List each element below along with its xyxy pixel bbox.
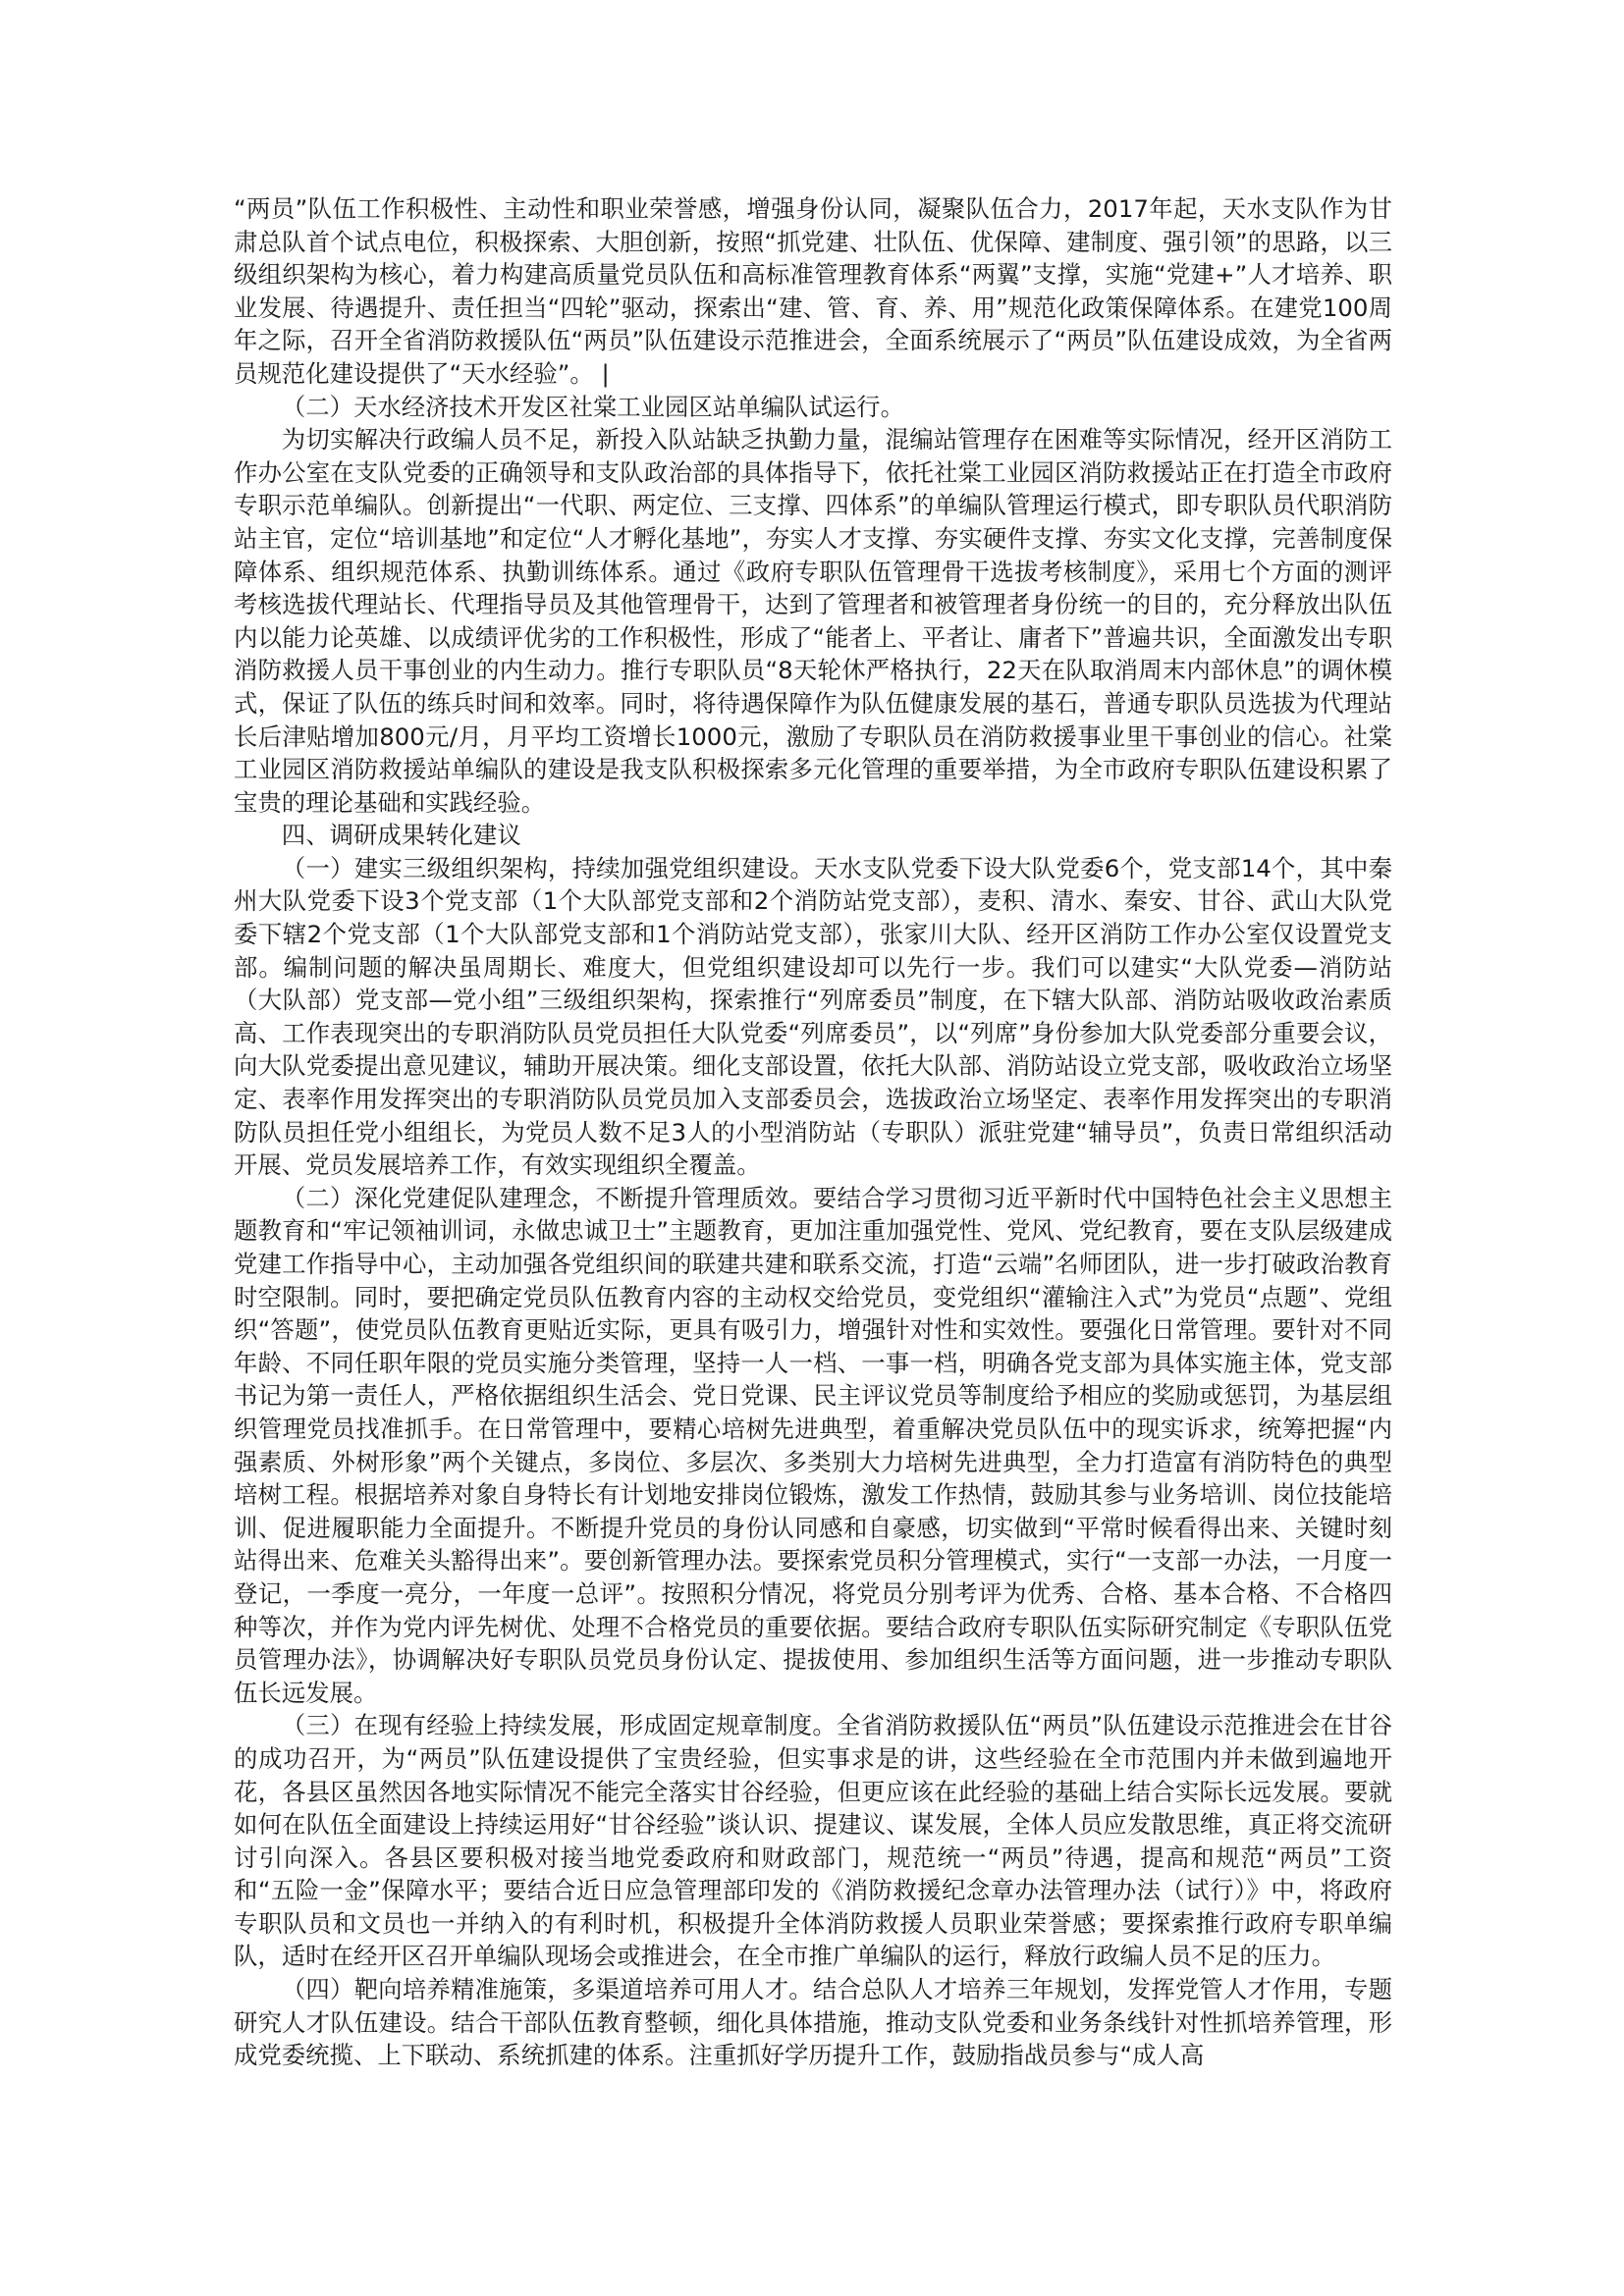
document-page [234,192,1392,2072]
subheading-pilot: （二）天水经济技术开发区社棠工业园区站单编队试运行。 [281,392,904,421]
paragraph-suggestion-3: （三）在现有经验上持续发展，形成固定规章制度。全省消防救援队伍“两员”队伍建设示范推进会在甘谷的成功召开，为“两员”队伍建设提供了宝贵经验，但实事求是的讲，这些经验在全市范围内并未做到遍地开花，各县区虽然因各地实际情况不能完全落实甘谷经验，但更应该在此经验的基础上结合实际长远发展。要就如何在队伍全面建设上持续运用好“甘谷经验”谈认识、提建议、谋发展，全体人员应发散思维，真正将交流研讨引向深入。各县区要积极对接当地党委政府和财政部门，规范统一“两员”待遇，提高和规范“两员”工资和“五险一金”保障水平；要结合近日应急管理部印发的《消防救援纪念章办法管理办法（试行）》中，将政府专职队员和文员也一并纳入的有利时机，积极提升全体消防救援人员职业荣誉感；要探索推行政府专职单编队，适时在经开区召开单编队现场会或推进会，在全市推广单编队的运行，释放行政编人员不足的压力。 [234,1711,1392,1971]
section-heading-suggestions: 四、调研成果转化建议 [281,821,521,850]
paragraph-suggestion-4: （四）靶向培养精准施策，多渠道培养可用人才。结合总队人才培养三年规划，发挥党管人才作用，专题研究人才队伍建设。结合干部队伍教育整顿，细化具体措施，推动支队党委和业务条线针对性抓培养管理，形成党委统揽、上下联动、系统抓建的体系。注重抓好学历提升工作，鼓励指战员参与“成人高 [234,1975,1392,2070]
paragraph-suggestion-2: （二）深化党建促队建理念，不断提升管理质效。要结合学习贯彻习近平新时代中国特色社会主义思想主题教育和“牢记领袖训词，永做忠诚卫士”主题教育，更加注重加强党性、党风、党纪教育，要在支队层级建成党建工作指导中心，主动加强各党组织间的联建共建和联系交流，打造“云端”名师团队，进一步打破政治教育时空限制。同时，要把确定党员队伍教育内容的主动权交给党员，变党组织“灌输注入式”为党员“点题”、党组织“答题”，使党员队伍教育更贴近实际，更具有吸引力，增强针对性和实效性。要强化日常管理。要针对不同年龄、不同任职年限的党员实施分类管理，坚持一人一档、一事一档，明确各党支部为具体实施主体，党支部书记为第一责任人，严格依据组织生活会、党日党课、民主评议党员等制度给予相应的奖励或惩罚，为基层组织管理党员找准抓手。在日常管理中，要精心培树先进典型，着重解决党员队伍中的现实诉求，统筹把握“内强素质、外树形象”两个关键点，多岗位、多层次、多类别大力培树先进典型，全力打造富有消防特色的典型培树工程。根据培养对象自身特长有计划地安排岗位锻炼，激发工作热情，鼓励其参与业务培训、岗位技能培训、促进履职能力全面提升。不断提升党员的身份认同感和自豪感，切实做到“平常时候看得出来、关键时刻站得出来、危难关头豁得出来”。要创新管理办法。要探索党员积分管理模式，实行“一支部一办法，一月度一登记，一季度一亮分，一年度一总评”。按照积分情况，将党员分别考评为优秀、合格、基本合格、不合格四种等次，并作为党内评先树优、处理不合格党员的重要依据。要结合政府专职队伍实际研究制定《专职队伍党员管理办法》，协调解决好专职队员党员身份认定、提拔使用、参加组织生活等方面问题，进一步推动专职队伍长远发展。 [234,1183,1392,1707]
paragraph-suggestion-1: （一）建实三级组织架构，持续加强党组织建设。天水支队党委下设大队党委6个，党支部14个，其中秦州大队党委下设3个党支部（1个大队部党支部和2个消防站党支部），麦积、清水、秦安、甘谷、武山大队党委下辖2个党支部（1个大队部党支部和1个消防站党支部），张家川大队、经开区消防工作办公室仅设置党支部。编制问题的解决虽周期长、难度大，但党组织建设却可以先行一步。我们可以建实“大队党委—消防站（大队部）党支部—党小组”三级组织架构，探索推行“列席委员”制度，在下辖大队部、消防站吸收政治素质高、工作表现突出的专职消防队员党员担任大队党委“列席委员”，以“列席”身份参加大队党委部分重要会议，向大队党委提出意见建议，辅助开展决策。细化支部设置，依托大队部、消防站设立党支部，吸收政治立场坚定、表率作用发挥突出的专职消防队员党员加入支部委员会，选拔政治立场坚定、表率作用发挥突出的专职消防队员担任党小组组长，为党员人数不足3人的小型消防站（专职队）派驻党建“辅导员”，负责日常组织活动开展、党员发展培养工作，有效实现组织全覆盖。 [234,853,1392,1180]
paragraph-pilot: 为切实解决行政编人员不足，新投入队站缺乏执勤力量，混编站管理存在困难等实际情况，经开区消防工作办公室在支队党委的正确领导和支队政治部的具体指导下，依托社棠工业园区消防救援站正在打造全市政府专职示范单编队。创新提出“一代职、两定位、三支撑、四体系”的单编队管理运行模式，即专职队员代职消防站主官，定位“培训基地”和定位“人才孵化基地”，夯实人才支撑、夯实硬件支撑、夯实文化支撑，完善制度保障体系、组织规范体系、执勤训练体系。通过《政府专职队伍管理骨干选拔考核制度》，采用七个方面的测评考核选拔代理站长、代理指导员及其他管理骨干，达到了管理者和被管理者身份统一的目的，充分释放出队伍内以能力论英雄、以成绩评优劣的工作积极性，形成了“能者上、平者让、庸者下”普遍共识，全面激发出专职消防救援人员干事创业的内生动力。推行专职队员“8天轮休严格执行，22天在队取消周末内部休息”的调休模式，保证了队伍的练兵时间和效率。同时，将待遇保障作为队伍健康发展的基石，普通专职队员选拔为代理站长后津贴增加800元/月，月平均工资增长1000元，激励了专职队员在消防救援事业里干事创业的信心。社棠工业园区消防救援站单编队的建设是我支队积极探索多元化管理的重要举措，为全市政府专职队伍建设积累了宝贵的理论基础和实践经验。 [234,425,1392,817]
paragraph-intro: “两员”队伍工作积极性、主动性和职业荣誉感，增强身份认同，凝聚队伍合力，2017年起，天水支队作为甘肃总队首个试点电位，积极探索、大胆创新，按照“抓党建、壮队伍、优保障、建制度、强引领”的思路，以三级组织架构为核心，着力构建高质量党员队伍和高标准管理教育体系“两翼”支撑，实施“党建+”人才培养、职业发展、待遇提升、责任担当“四轮”驱动，探索出“建、管、育、养、用”规范化政策保障体系。在建党100周年之际，召开全省消防救援队伍“两员”队伍建设示范推进会，全面系统展示了“两员”队伍建设成效，为全省两员规范化建设提供了“天水经验”。 | [234,194,1392,388]
